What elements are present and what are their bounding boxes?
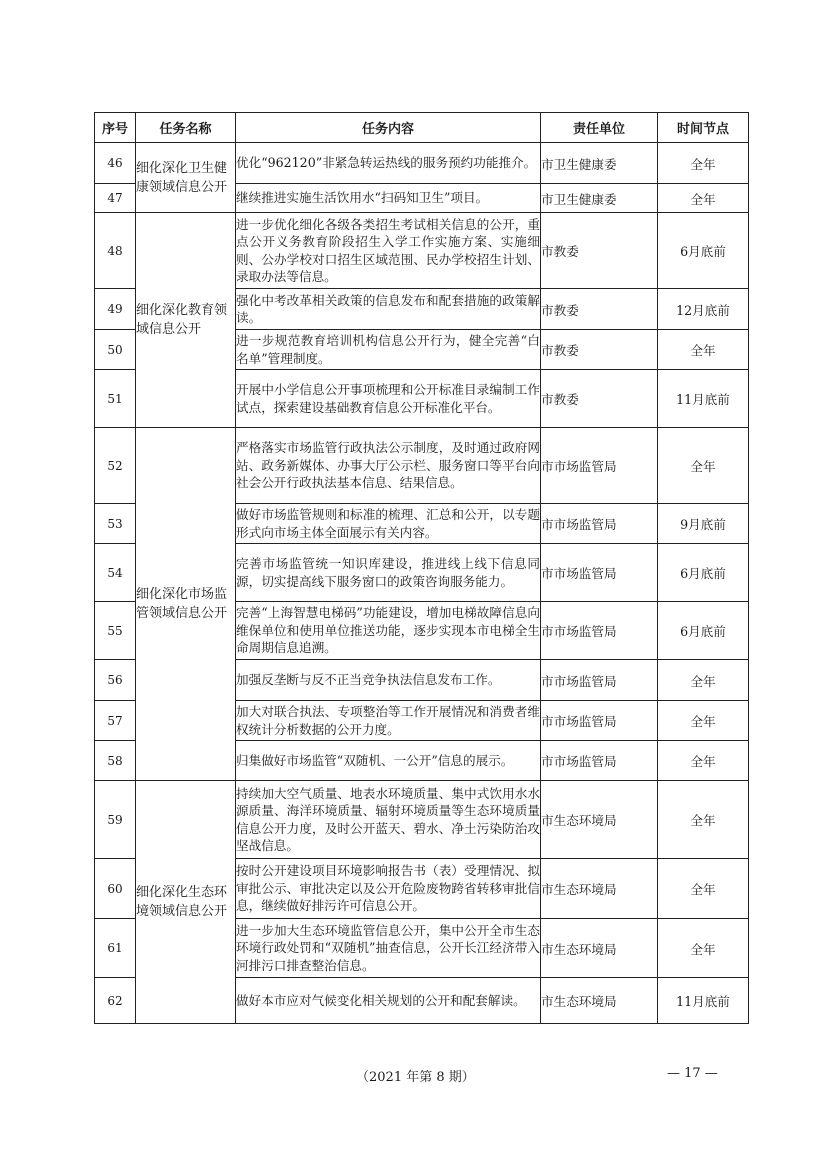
responsible-unit: 市市场监管局	[541, 428, 658, 504]
row-number: 61	[95, 919, 136, 978]
task-content: 加强反垄断与反不正当竞争执法信息发布工作。	[236, 660, 541, 701]
header-task-content: 任务内容	[236, 113, 541, 143]
row-number: 49	[95, 289, 136, 330]
responsible-unit: 市教委	[541, 330, 658, 370]
row-number: 51	[95, 370, 136, 428]
task-content: 强化中考改革相关政策的信息发布和配套措施的政策解读。	[236, 289, 541, 330]
task-name-ecology: 细化深化生态环境领域信息公开	[136, 781, 236, 1024]
time-node: 全年	[658, 781, 749, 859]
responsible-unit: 市卫生健康委	[541, 143, 658, 184]
page-number: — 17 —	[667, 1066, 718, 1081]
task-content: 进一步规范教育培训机构信息公开行为，健全完善“白名单”管理制度。	[236, 330, 541, 370]
time-node: 12月底前	[658, 289, 749, 330]
task-content: 做好本市应对气候变化相关规划的公开和配套解读。	[236, 978, 541, 1024]
time-node: 11月底前	[658, 370, 749, 428]
table-row	[95, 781, 749, 859]
responsible-unit: 市教委	[541, 213, 658, 289]
table-header-row	[95, 113, 749, 143]
task-content: 优化“962120”非紧急转运热线的服务预约功能推介。	[236, 143, 541, 184]
row-number: 54	[95, 544, 136, 602]
task-name-market: 细化深化市场监管领域信息公开	[136, 428, 236, 781]
time-node: 全年	[658, 859, 749, 919]
row-number: 56	[95, 660, 136, 701]
task-content: 进一步加大生态环境监管信息公开，集中公开全市生态环境行政处罚和“双随机”抽查信息，公开长江经济带入河排污口排查整治信息。	[236, 919, 541, 978]
responsible-unit: 市市场监管局	[541, 660, 658, 701]
table-row	[95, 213, 749, 289]
responsible-unit: 市市场监管局	[541, 544, 658, 602]
time-node: 全年	[658, 143, 749, 184]
time-node: 全年	[658, 660, 749, 701]
row-number: 60	[95, 859, 136, 919]
table-row	[95, 143, 749, 184]
task-name-education: 细化深化教育领域信息公开	[136, 213, 236, 428]
responsible-unit: 市教委	[541, 289, 658, 330]
responsible-unit: 市生态环境局	[541, 919, 658, 978]
responsible-unit: 市教委	[541, 370, 658, 428]
time-node: 全年	[658, 919, 749, 978]
time-node: 11月底前	[658, 978, 749, 1024]
time-node: 6月底前	[658, 213, 749, 289]
task-content: 进一步优化细化各级各类招生考试相关信息的公开，重点公开义务教育阶段招生入学工作实施方案、实施细则、公办学校对口招生区域范围、民办学校招生计划、录取办法等信息。	[236, 213, 541, 289]
row-number: 48	[95, 213, 136, 289]
header-serial: 序号	[95, 113, 136, 143]
task-content: 严格落实市场监管行政执法公示制度，及时通过政府网站、政务新媒体、办事大厅公示栏、服务窗口等平台向社会公开行政执法基本信息、结果信息。	[236, 428, 541, 504]
header-task-name: 任务名称	[136, 113, 236, 143]
responsible-unit: 市市场监管局	[541, 504, 658, 544]
time-node: 全年	[658, 184, 749, 213]
time-node: 全年	[658, 428, 749, 504]
time-node: 全年	[658, 330, 749, 370]
row-number: 58	[95, 741, 136, 781]
task-content: 开展中小学信息公开事项梳理和公开标准目录编制工作试点，探索建设基础教育信息公开标准化平台。	[236, 370, 541, 428]
row-number: 47	[95, 184, 136, 213]
task-content: 做好市场监管规则和标准的梳理、汇总和公开，以专题形式向市场主体全面展示有关内容。	[236, 504, 541, 544]
row-number: 50	[95, 330, 136, 370]
task-content: 加大对联合执法、专项整治等工作开展情况和消费者维权统计分析数据的公开力度。	[236, 701, 541, 741]
task-content: 继续推进实施生活饮用水“扫码知卫生”项目。	[236, 184, 541, 213]
responsible-unit: 市生态环境局	[541, 859, 658, 919]
table-row	[95, 428, 749, 504]
task-content: 完善市场监管统一知识库建设，推进线上线下信息同源，切实提高线下服务窗口的政策咨询服务能力。	[236, 544, 541, 602]
task-content: 持续加大空气质量、地表水环境质量、集中式饮用水水源质量、海洋环境质量、辐射环境质量等生态环境质量信息公开力度，及时公开蓝天、碧水、净土污染防治攻坚战信息。	[236, 781, 541, 859]
task-content: 按时公开建设项目环境影响报告书（表）受理情况、拟审批公示、审批决定以及公开危险废物跨省转移审批信息，继续做好排污许可信息公开。	[236, 859, 541, 919]
header-responsible-unit: 责任单位	[541, 113, 658, 143]
time-node: 6月底前	[658, 602, 749, 660]
issue-number: （2021 年第 8 期）	[356, 1070, 475, 1085]
row-number: 59	[95, 781, 136, 859]
responsible-unit: 市生态环境局	[541, 978, 658, 1024]
responsible-unit: 市市场监管局	[541, 701, 658, 741]
row-number: 62	[95, 978, 136, 1024]
header-time-node: 时间节点	[658, 113, 749, 143]
responsible-unit: 市市场监管局	[541, 602, 658, 660]
task-table	[94, 112, 749, 1024]
task-content: 归集做好市场监管“双随机、一公开”信息的展示。	[236, 741, 541, 781]
row-number: 52	[95, 428, 136, 504]
time-node: 全年	[658, 741, 749, 781]
row-number: 53	[95, 504, 136, 544]
responsible-unit: 市生态环境局	[541, 781, 658, 859]
row-number: 55	[95, 602, 136, 660]
task-name-health: 细化深化卫生健康领域信息公开	[136, 143, 236, 213]
row-number: 46	[95, 143, 136, 184]
row-number: 57	[95, 701, 136, 741]
task-content: 完善“上海智慧电梯码”功能建设，增加电梯故障信息向维保单位和使用单位推送功能，逐步实现本市电梯全生命周期信息追溯。	[236, 602, 541, 660]
time-node: 6月底前	[658, 544, 749, 602]
responsible-unit: 市市场监管局	[541, 741, 658, 781]
time-node: 全年	[658, 701, 749, 741]
time-node: 9月底前	[658, 504, 749, 544]
responsible-unit: 市卫生健康委	[541, 184, 658, 213]
